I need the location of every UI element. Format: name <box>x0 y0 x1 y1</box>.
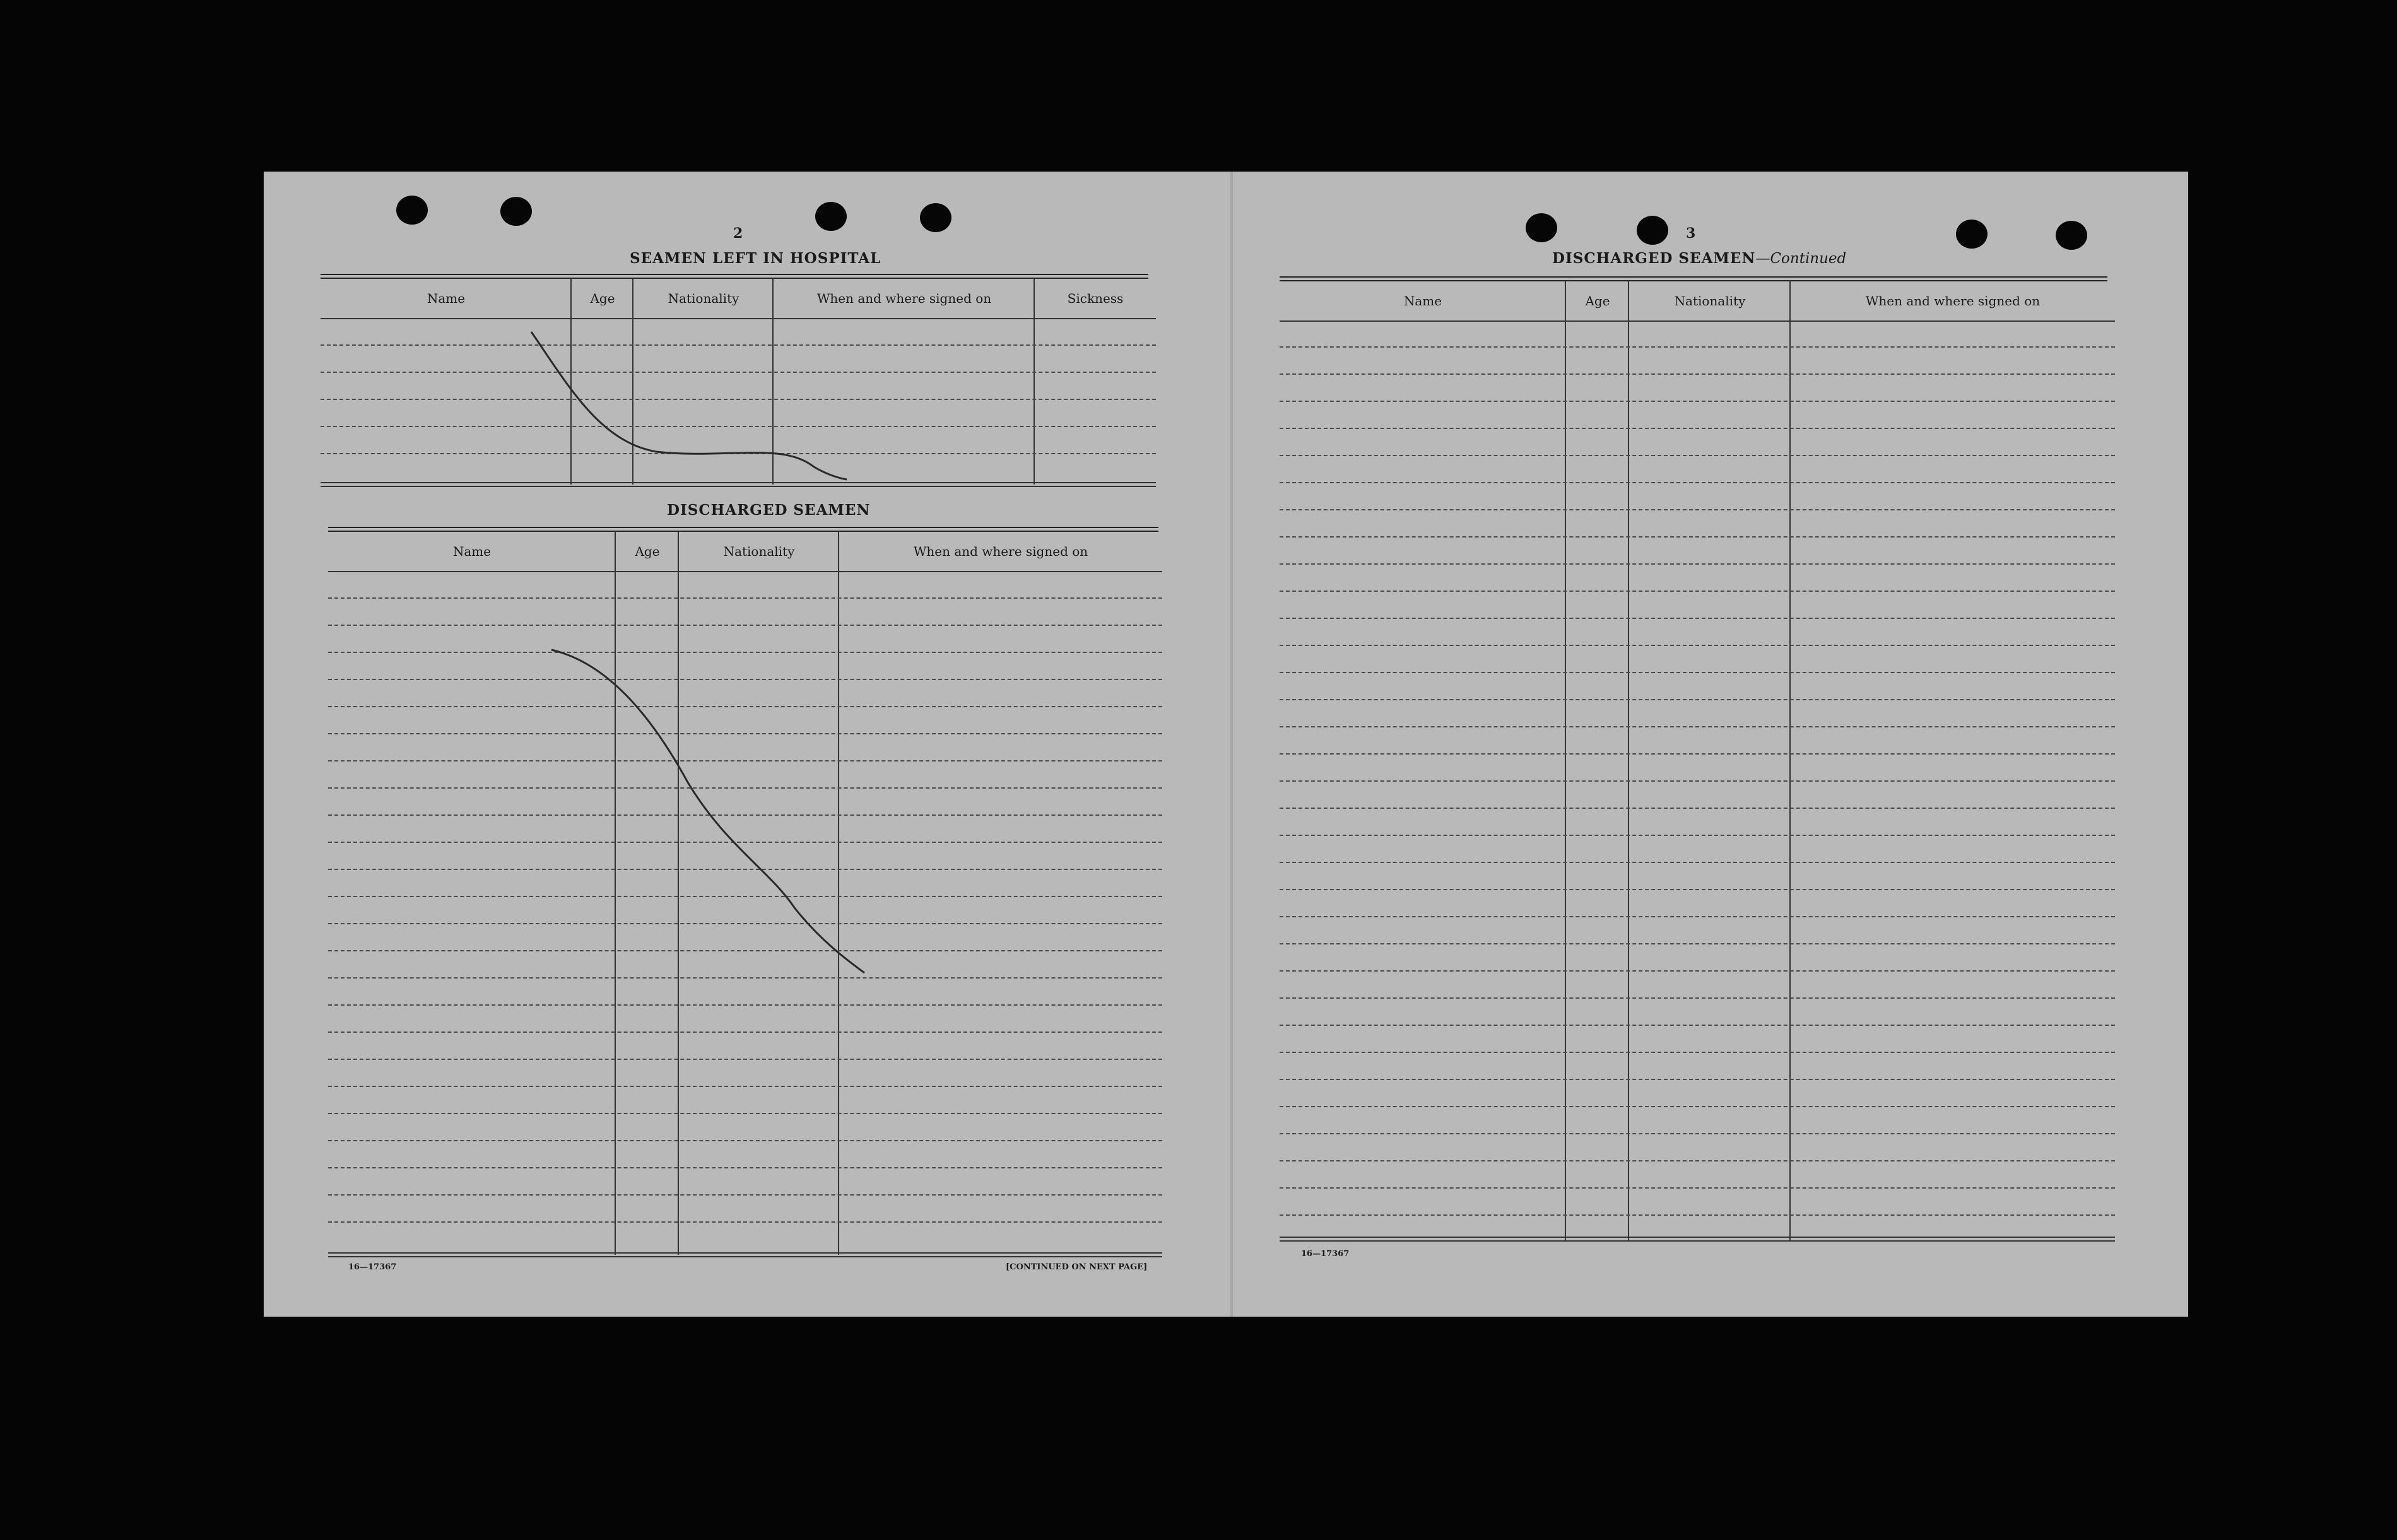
col-age-header: Age <box>590 291 615 306</box>
right-title-main: DISCHARGED SEAMEN <box>1552 250 1756 267</box>
discharged-cancel-stroke <box>551 650 864 973</box>
col-name-header: Name <box>427 291 466 306</box>
form-number-left: 16—17367 <box>348 1262 397 1272</box>
col-nationality-header: Nationality <box>1674 293 1746 309</box>
hospital-cancel-stroke <box>531 332 847 479</box>
col-nationality-header: Nationality <box>668 291 739 306</box>
col-sickness-header: Sickness <box>1067 291 1124 306</box>
hospital-section-title: SEAMEN LEFT IN HOSPITAL <box>630 250 881 267</box>
col-signed-on-header: When and where signed on <box>1865 293 2041 309</box>
page-number-right: 3 <box>1686 225 1696 242</box>
page-number-left: 2 <box>733 225 743 242</box>
col-age-header: Age <box>1585 293 1610 309</box>
col-signed-on-header: When and where signed on <box>913 544 1088 559</box>
right-title-continued: —Continued <box>1755 250 1847 267</box>
discharged-section-title: DISCHARGED SEAMEN <box>667 502 871 519</box>
col-age-header: Age <box>635 544 660 559</box>
col-name-header: Name <box>1403 293 1442 309</box>
col-name-header: Name <box>452 544 492 559</box>
continued-note: [CONTINUED ON NEXT PAGE] <box>1006 1262 1148 1272</box>
col-signed-on-header: When and where signed on <box>816 291 992 306</box>
col-nationality-header: Nationality <box>723 544 795 559</box>
form-number-right: 16—17367 <box>1301 1249 1350 1259</box>
